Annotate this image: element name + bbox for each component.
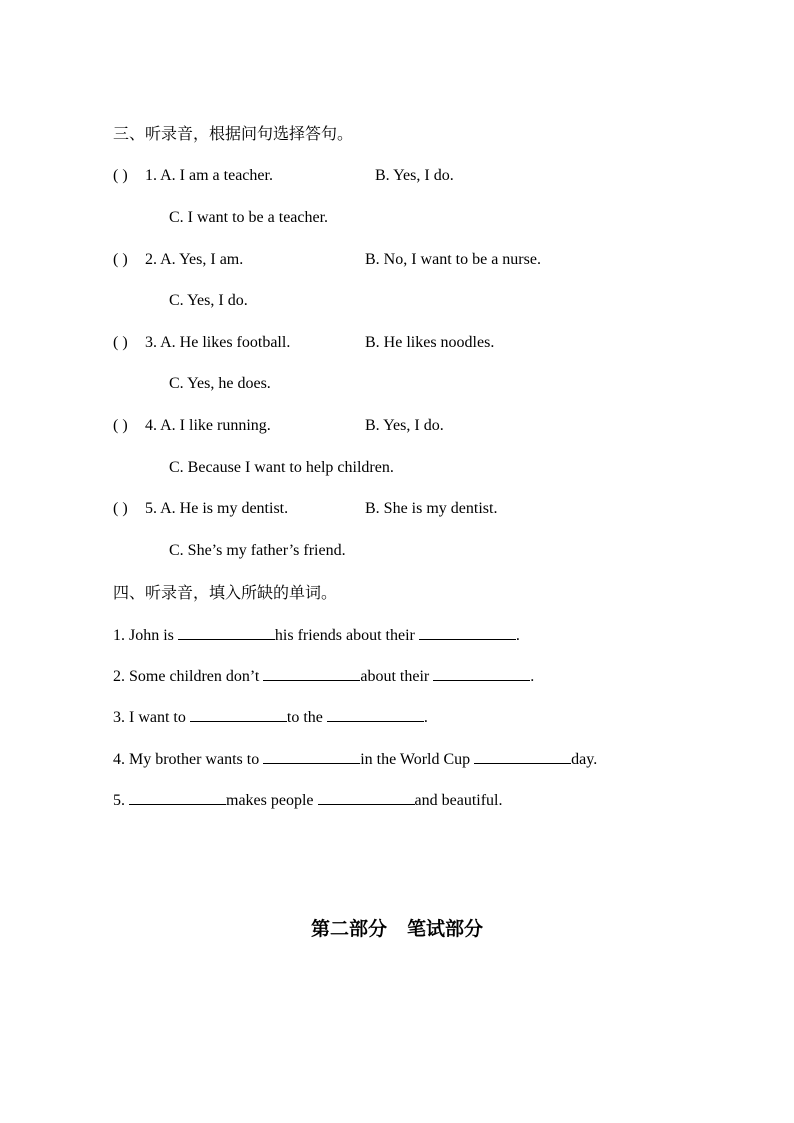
- question-number: 4.: [145, 417, 157, 434]
- item-number: 3.: [113, 709, 125, 726]
- text-part: .: [515, 627, 520, 644]
- fill-item-4: [113, 749, 597, 770]
- answer-paren[interactable]: ( ): [113, 167, 128, 184]
- blank-line[interactable]: [263, 666, 360, 681]
- fill-item-3: [113, 707, 428, 728]
- blank-line[interactable]: [419, 625, 516, 640]
- question-number: 3.: [145, 334, 157, 351]
- part2-title-left: 第二部分: [310, 918, 387, 940]
- blank-line[interactable]: [474, 749, 571, 764]
- option-a: A. I am a teacher.: [160, 167, 273, 184]
- option-b: B. She is my dentist.: [365, 500, 498, 517]
- blank-line[interactable]: [433, 666, 530, 681]
- option-c: C. I want to be a teacher.: [169, 209, 329, 226]
- answer-paren[interactable]: ( ): [113, 251, 128, 268]
- part2-title-right: 笔试部分: [407, 918, 484, 940]
- item-number: 5.: [113, 792, 125, 809]
- text-part: My brother wants to: [129, 751, 264, 768]
- section3-heading: 三、听录音，根据问句选择答句。: [113, 124, 354, 143]
- text-part: about their: [360, 668, 434, 685]
- option-a: A. He likes football.: [160, 334, 291, 351]
- answer-paren[interactable]: ( ): [113, 334, 128, 351]
- blank-line[interactable]: [190, 707, 287, 722]
- item-number: 4.: [113, 751, 125, 768]
- fill-item-5: [113, 790, 503, 811]
- blank-line[interactable]: [318, 790, 415, 805]
- text-part: day.: [571, 751, 598, 768]
- question-5-row: [113, 499, 288, 519]
- text-part: makes people: [226, 792, 318, 809]
- text-part: .: [423, 709, 428, 726]
- text-part: his friends about their: [274, 627, 419, 644]
- option-c: C. Because I want to help children.: [169, 459, 394, 476]
- part2-title: [0, 914, 794, 941]
- answer-paren[interactable]: ( ): [113, 500, 128, 517]
- blank-line[interactable]: [129, 790, 226, 805]
- question-1-row: [113, 166, 273, 186]
- option-b: B. He likes noodles.: [365, 334, 495, 351]
- option-c: C. Yes, I do.: [169, 292, 248, 309]
- text-part: I want to: [129, 709, 190, 726]
- option-a: A. Yes, I am.: [160, 251, 244, 268]
- question-number: 1.: [145, 167, 157, 184]
- text-part: in the World Cup: [360, 751, 475, 768]
- item-number: 2.: [113, 668, 125, 685]
- blank-line[interactable]: [263, 749, 360, 764]
- blank-line[interactable]: [178, 625, 275, 640]
- option-b: B. Yes, I do.: [375, 167, 454, 184]
- question-number: 2.: [145, 251, 157, 268]
- blank-line[interactable]: [327, 707, 424, 722]
- option-c: C. She’s my father’s friend.: [169, 542, 346, 559]
- answer-paren[interactable]: ( ): [113, 417, 128, 434]
- option-a: A. He is my dentist.: [160, 500, 289, 517]
- question-3-row: [113, 333, 290, 353]
- text-part: .: [530, 668, 535, 685]
- text-part: to the: [286, 709, 327, 726]
- option-c: C. Yes, he does.: [169, 375, 271, 392]
- fill-item-2: [113, 666, 534, 687]
- item-number: 1.: [113, 627, 125, 644]
- question-2-row: [113, 250, 243, 270]
- text-part: John is: [129, 627, 178, 644]
- text-part: Some children don’t: [129, 668, 264, 685]
- question-number: 5.: [145, 500, 157, 517]
- text-part: and beautiful.: [414, 792, 503, 809]
- question-4-row: [113, 416, 271, 436]
- option-a: A. I like running.: [160, 417, 271, 434]
- section4-heading: 四、听录音，填入所缺的单词。: [113, 583, 338, 602]
- fill-item-1: [113, 625, 520, 646]
- option-b: B. No, I want to be a nurse.: [365, 251, 541, 268]
- option-b: B. Yes, I do.: [365, 417, 444, 434]
